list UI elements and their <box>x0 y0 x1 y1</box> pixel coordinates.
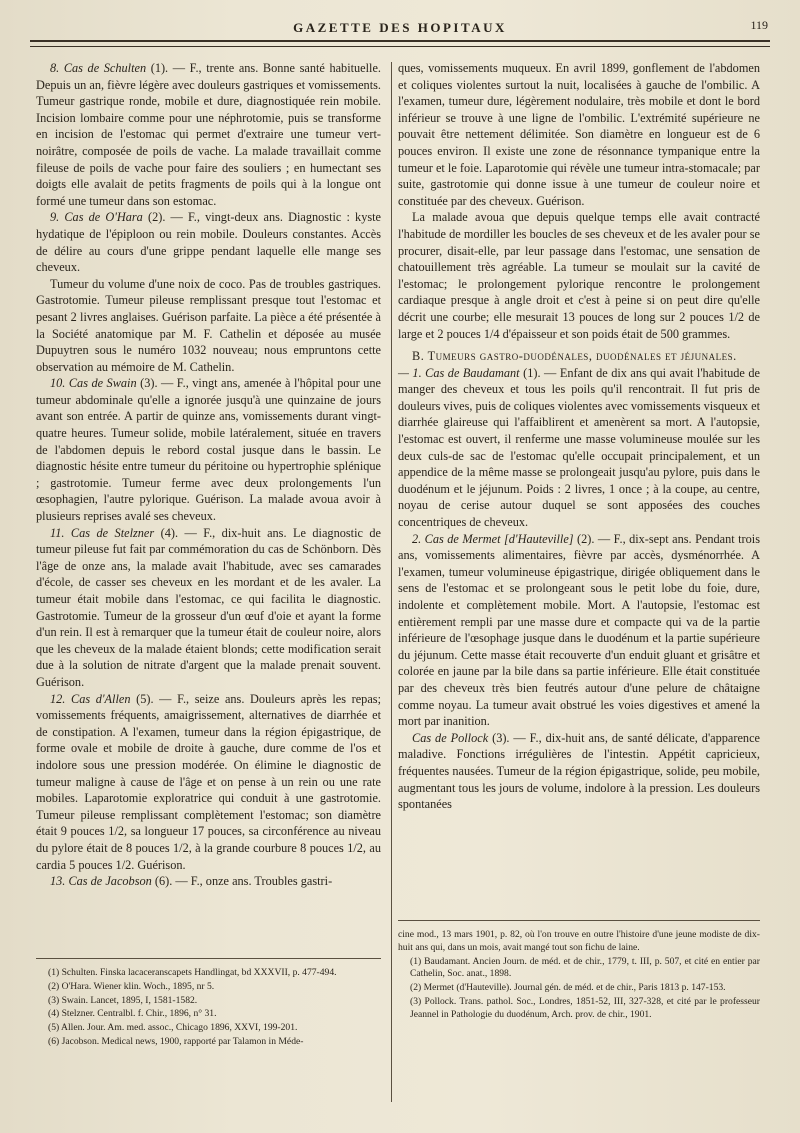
case-paragraph <box>36 691 381 874</box>
footnote: (3) Pollock. Trans. pathol. Soc., Londres, 1851-52, III, 327-328, et cité par le professeur Jeannel in Pathologie du duodénum, Arch. prov. de chir., 1901. <box>410 995 760 1020</box>
column-divider <box>391 62 392 1102</box>
left-footnotes <box>36 958 381 1050</box>
footnote: (1) Baudamant. Ancien Journ. de méd. et de chir., 1779, t. III, p. 507, et cité en entier par Cathelin, Soc. anat., 1898. <box>410 955 760 980</box>
case-paragraph <box>398 730 760 813</box>
case-text: (3). — F., dix-huit ans, de santé délicate, d'apparence maladive. Fonctions irrégulières de l'intestin. Appétit capricieux, fréquentes nausées. Tumeur de la région épigastrique, solide, peu mobile, augmentant tous les jours de volume, indolore à la pression. Les douleurs spontanées <box>398 730 760 812</box>
right-footnotes <box>398 920 760 1023</box>
case-text: (1). — F., trente ans. Bonne santé habituelle. Depuis un an, fièvre légère avec douleurs gastriques et vomissements. Tumeur gastrique ronde, mobile et dure, diagnostiquée rein mobile. Incision lombaire comme pour une néphrotomie, puis se transforme en incision de l'estomac qui permet d'extraire une tumeur vert-noirâtre, composée de poils de vache. La malade travaillait comme fileuse de poils de vache pour faire des souliers ; en humectant ses doigts elle avalait de petits fragments de poils qui à la longue ont formé une tumeur dans son estomac. <box>36 61 382 208</box>
page-number: 119 <box>750 18 768 32</box>
footnote: (4) Stelzner. Centralbl. f. Chir., 1896, n° 31. <box>48 1008 217 1020</box>
case-title: 2. Cas de Mermet [d'Hauteville] <box>412 531 574 546</box>
footnote: (3) Swain. Lancet, 1895, I, 1581-1582. <box>48 994 198 1006</box>
footnote-rule <box>36 958 381 959</box>
case-title: — 1. Cas de Baudamant <box>398 365 520 380</box>
case-title: 8. Cas de Schulten <box>50 61 147 75</box>
case-title: 10. Cas de Swain <box>50 376 137 391</box>
section-heading: B. Tumeurs gastro-duodénales, duodénales et jéjunales. <box>412 349 737 364</box>
footnote: (2) O'Hara. Wiener klin. Woch., 1895, nr 5. <box>48 980 215 992</box>
case-paragraph <box>398 365 760 531</box>
case-paragraph <box>398 531 760 730</box>
case-text: (5). — F., seize ans. Douleurs après les repas; vomissements fréquents, amaigrissement, alternatives de diarrhée et de constipation. A l'examen, tumeur dans la région épigastrique, de forme ovale et mobile de droite à gauche, dure comme de l'os et indolore sous une pression modérée. On élimine le diagnostic de tumeur maligne à cause de l'âge et on pense à un rein ou une rate mobiles. Laparotomie exploratrice qui conduit à une gastrotomie. Tumeur pileuse remplissant complètement l'estomac; son diamètre était 9 pouces 1/2, sa longueur 17 pouces, sa circonférence au niveau du pylore était de 8 pouces 1/2, à la grande courbure 8 pouces 1/2, au cardia 5 pouces 1/2. Guérison. <box>36 691 381 872</box>
case-paragraph <box>36 873 381 890</box>
case-text: (2). — F., dix-sept ans. Pendant trois ans, vomissements alimentaires, fièvre par accès, dysménorrhée. A l'examen, tumeur volumineuse épigastrique, dirigée obliquement dans le sens de l'estomac et se prolongeant sous le petit lobe du foie, dure, indolente et complètement mobile. Mort. A l'autopsie, l'estomac est entièrement rempli par une masse dure et compacte qui va de la partie inférieure de l'œsophage jusque dans le duodénum et la partie supérieure du jéjunum. Cette masse était recouverte d'un enduit gluant et grisâtre et colorée en jaune par la bile dans sa partie inférieure. Elle était constituée par des cheveux très bien feutrés autour d'une pelure de châtaigne comme noyau. La tumeur avait obstrué les voies digestives et amené la mort par inanition. <box>398 531 760 729</box>
footnote: (1) Schulten. Finska lacaceranscapets Handlingat, bd XXXVII, p. 477-494. <box>48 967 337 978</box>
case-title: 12. Cas d'Allen <box>50 691 131 706</box>
case-paragraph <box>36 209 381 275</box>
case-text: (3). — F., vingt ans, amenée à l'hôpital pour une tumeur abdominale qu'elle a ignorée jusqu'à une quinzaine de jours avant son entrée. A partir de quinze ans, vomissements durant vingt-quatre heures. Tumeur solide, mobile latéralement, située en travers de l'abdomen depuis le rebord costal jusque dans le bassin. Le diagnostic hésite entre tumeur du péritoine ou hypertrophie splénique ; gastrotomie. Tumeur ferme avec deux prolongements l'un œsophagien, l'autre pylorique. Guérison. La malade avoua avoir à plusieurs reprises avalé ses cheveux. <box>36 376 381 524</box>
body-paragraph: Tumeur du volume d'une noix de coco. Pas de troubles gastriques. Gastrotomie. Tumeur pileuse remplissant presque tout l'estomac et pesant 2 livres anglaises. Guérison parfaite. La pièce a été présentée à la Société anatomique par M. F. Cathelin et déposée au musée Dupuytren sous le numéro 1032 nouveau; nous empruntons cette observation au mémoire de M. Cathelin. <box>36 276 381 374</box>
case-text: (4). — F., dix-huit ans. Le diagnostic de tumeur pileuse fut fait par commémoration du cas de Schönborn. Dès l'âge de onze ans, la malade avait l'habitude, avec ses camarades d'école, de casser ses cheveux en les mordant et de les avaler. La tumeur était mobile dans l'estomac, ce qui facilita le diagnostic. Gastrotomie. Tumeur de la grosseur d'un œuf d'oie et ayant la forme d'un rein. Il est à remarquer que la tumeur était de couleur noire, alors que les cheveux de la malade étaient blonds; cette modification serait due à la solution de nitrate d'argent que la malade prenait souvent. Guérison. <box>36 525 381 689</box>
case-paragraph <box>36 525 381 691</box>
footnote-rule <box>398 920 760 921</box>
case-title: 13. Cas de Jacobson <box>50 874 152 889</box>
left-column <box>36 60 381 890</box>
case-title: 11. Cas de Stelzner <box>50 525 155 540</box>
footnote: (6) Jacobson. Medical news, 1900, rapporté par Talamon in Méde- <box>48 1035 304 1047</box>
running-head <box>28 18 772 38</box>
case-text: (1). — Enfant de dix ans qui avait l'habitude de manger des cheveux et tous les poils qu'il rencontrait. Il fut pris de douleurs vives, puis de coliques violentes avec vomissements visqueux et diarrhée glaireuse qui l'affaiblirent et amenèrent sa mort. A l'autopsie, l'estomac est ouvert, il renferme une masse volumineuse moulée sur les deux culs-de sac de l'estomac qu'elle occupait principalement, et un appendice de la même masse se prolongeait jusqu'au pylore, puis dans le duodénum et le jéjunum. Poids : 2 livres, 1 once ; à la coupe, au centre, noyau de cerise autour duquel se sont apposées des couches concentriques de cheveux. <box>398 365 761 530</box>
case-title: 9. Cas de O'Hara <box>50 210 143 225</box>
case-paragraph <box>36 60 381 209</box>
case-paragraph <box>36 375 381 524</box>
footnote: (5) Allen. Jour. Am. med. assoc., Chicago 1896, XXVI, 199-201. <box>48 1022 298 1034</box>
header-rule <box>30 40 770 47</box>
body-paragraph: ques, vomissements muqueux. En avril 1899, gonflement de l'abdomen et coliques violentes surtout la nuit, localisées à gauche de l'ombilic. A l'examen, tumeur dure, légèrement nodulaire, très mobile et dont le bord inférieur se trouve à une ligne de l'ombilic. L'extrémité supérieure ne pouvait être nettement délimitée. Son diamètre en longueur est de 6 pouces environ. Il existe une zone de résonnance tympanique entre la tumeur et le foie. Laparotomie qui révèle une tumeur intra-stomacale; par suite, gastrotomie qui donne issue à une tumeur de couleur noire et constituée par des cheveux. Guérison. <box>398 61 760 208</box>
body-paragraph: La malade avoua que depuis quelque temps elle avait contracté l'habitude de mordiller les boucles de ses cheveux et de les avaler pour se procurer, disait-elle, par leur passage dans l'estomac, une sensation de chatouillement très agréable. La tumeur se moulait sur la cavité de l'estomac; le prolongement pylorique rencontre le prolongement cardiaque presque à angle droit et c'est à peine si on peut dire qu'elle décrit une courbe; elle mesurait 13 pouces de long sur 2 pouces 1/2 de large et 2 pouces 1/4 d'épaisseur et son poids était de 500 grammes. <box>398 210 760 341</box>
right-column <box>398 60 760 813</box>
footnote: cine mod., 13 mars 1901, p. 82, où l'on trouve en outre l'histoire d'une jeune modiste de dix-huit ans qui, dans un mois, avait mangé tout son fichu de laine. <box>398 929 760 953</box>
case-text: (2). — F., vingt-deux ans. Diagnostic : kyste hydatique de l'épiploon ou rein mobile. Douleurs constantes. Accès de délire au cours d'une grippe pendant laquelle elle mange ses cheveux. <box>36 210 382 275</box>
journal-title: GAZETTE DES HOPITAUX <box>293 20 507 35</box>
footnote: (2) Mermet (d'Hauteville). Journal gén. de méd. et de chir., Paris 1813 p. 147-153. <box>410 982 726 994</box>
case-text: (6). — F., onze ans. Troubles gastri- <box>154 874 333 889</box>
case-title: Cas de Pollock <box>412 730 489 745</box>
